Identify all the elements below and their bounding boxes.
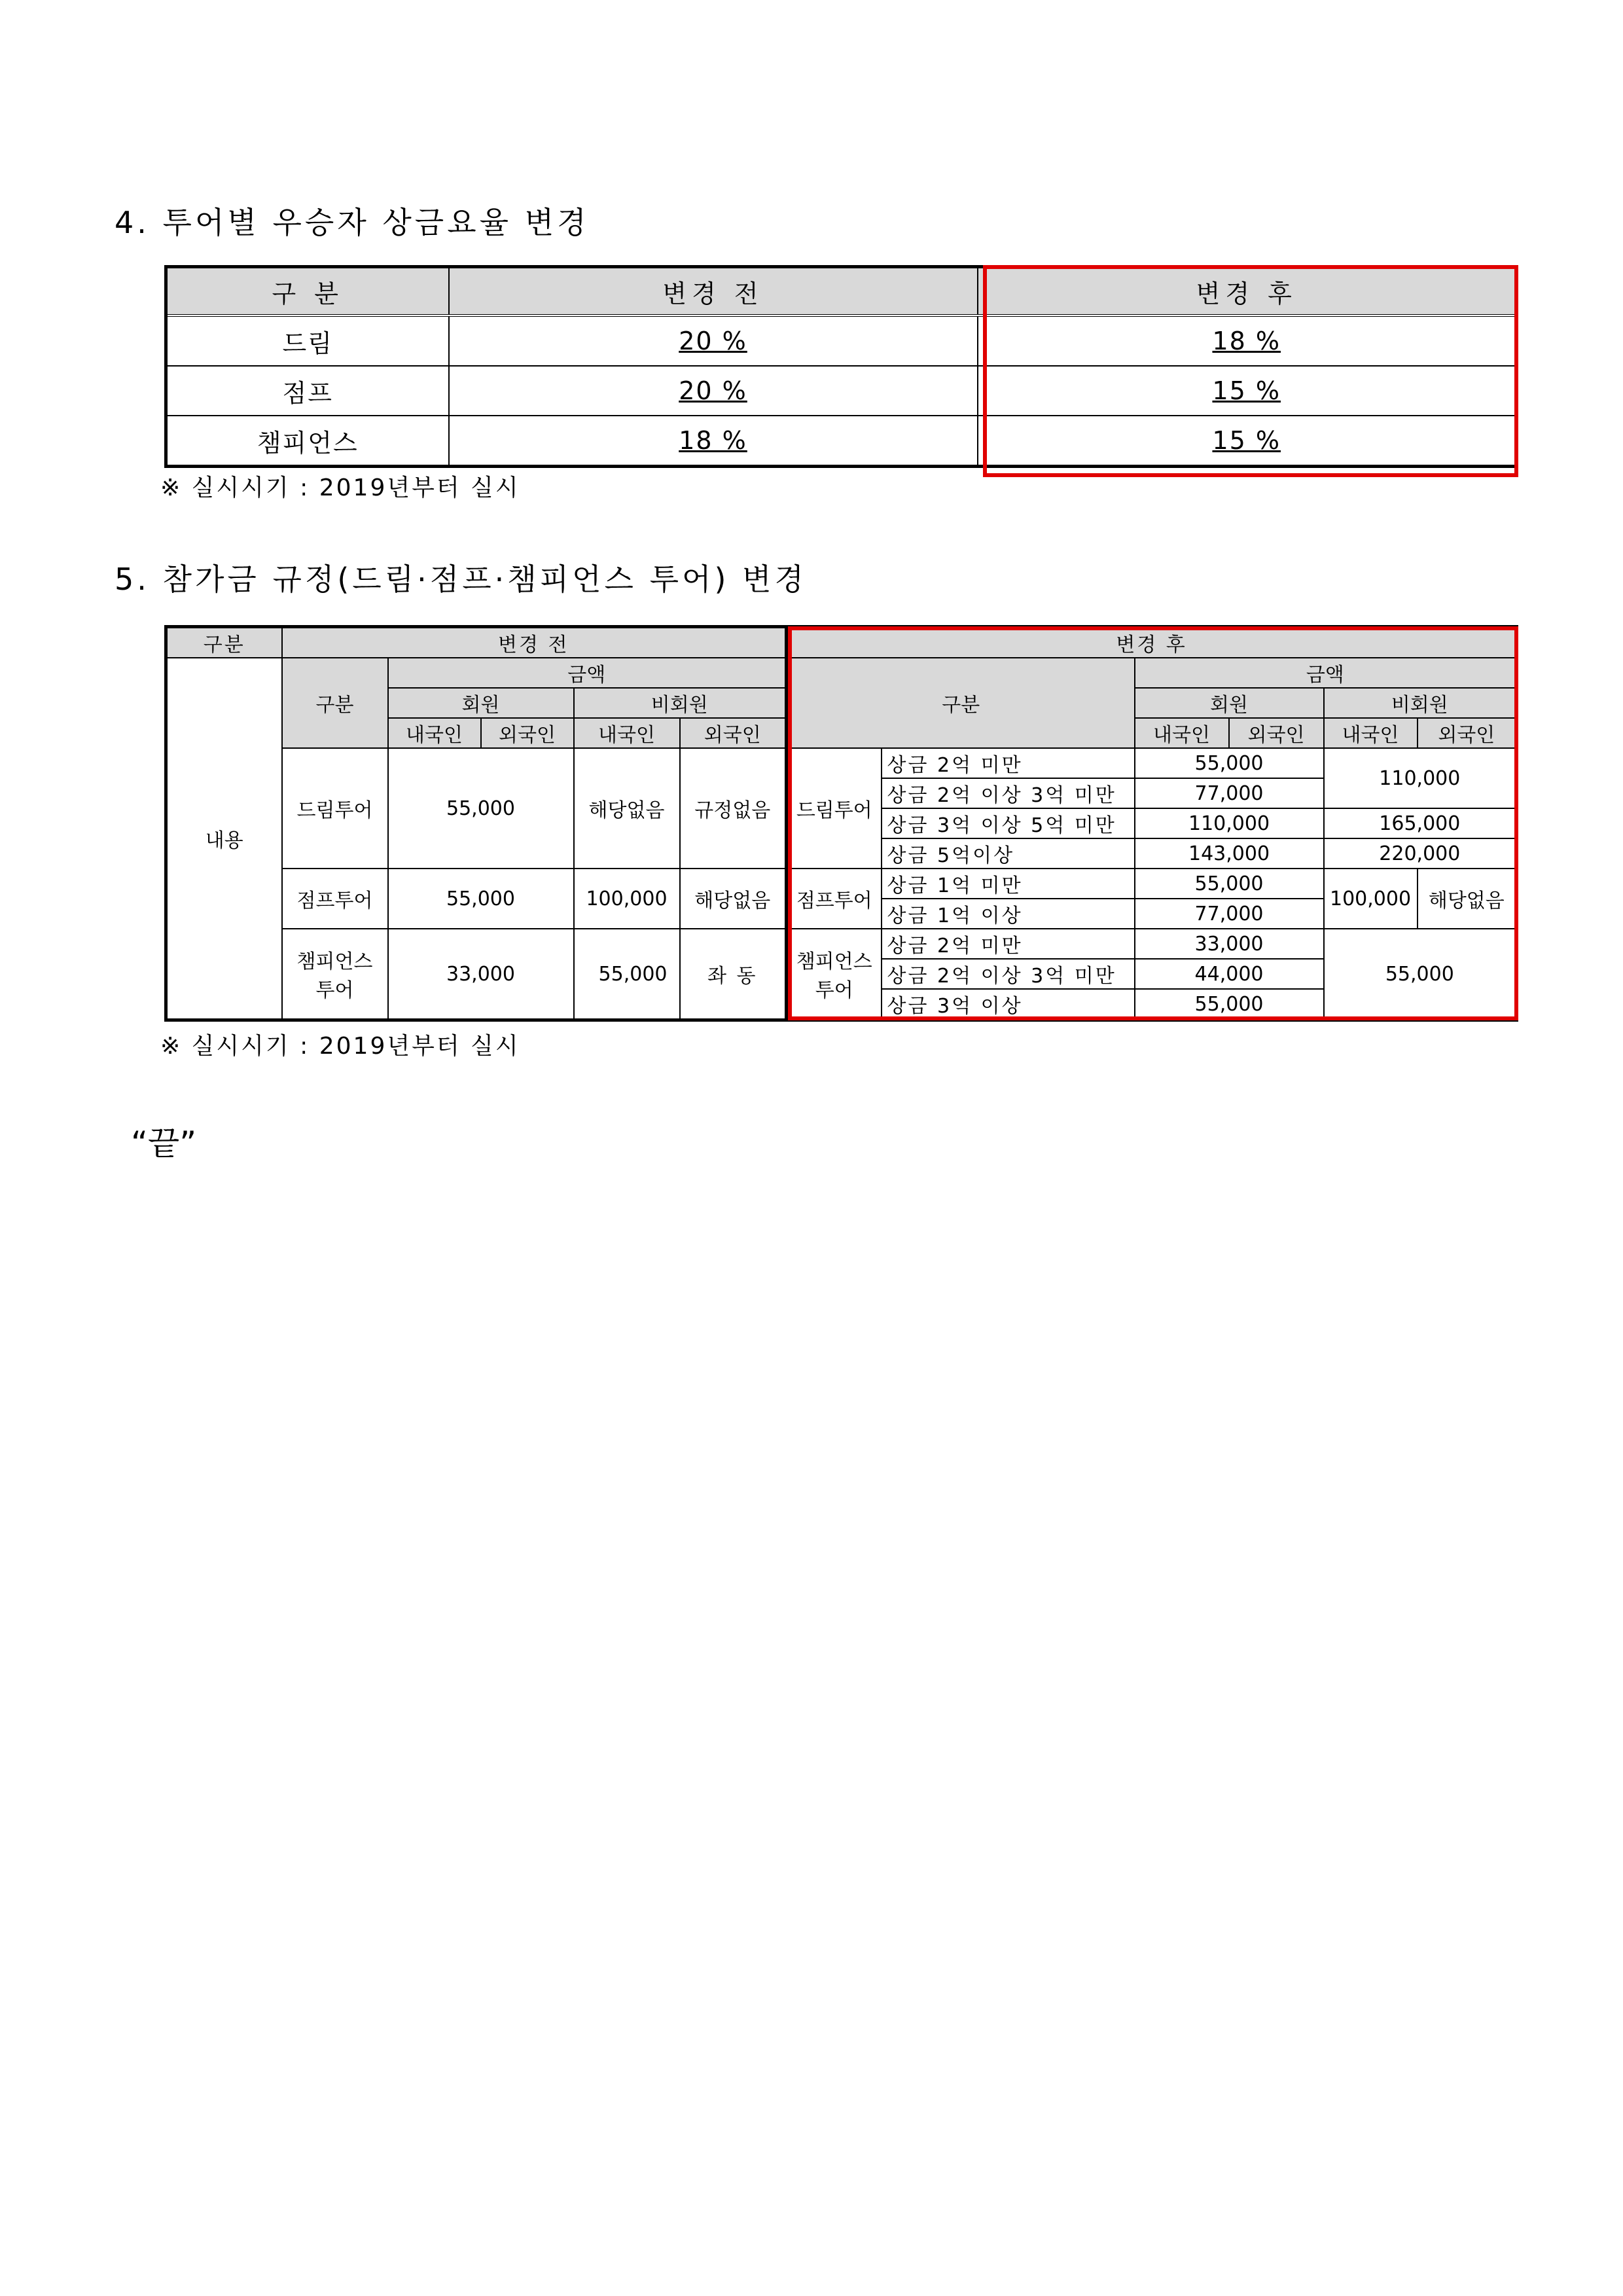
- after-dream-prize: 상금 2억 이상 3억 미만: [882, 778, 1135, 808]
- section5-note: ※ 실시시기 : 2019년부터 실시: [160, 1033, 520, 1060]
- tour-line2: 투어: [315, 979, 354, 1002]
- table-row: [166, 748, 1517, 778]
- rate-before: 20 %: [679, 327, 747, 355]
- rate-before: 18 %: [679, 426, 747, 455]
- before-tour-champions: [282, 929, 388, 1020]
- after-champions-member: 33,000: [1135, 929, 1324, 959]
- after-nonmember-foreign: 외국인: [1418, 718, 1517, 748]
- row-label-content: 내용: [166, 658, 282, 1020]
- after-champions-nonmember: 55,000: [1324, 929, 1517, 1020]
- before-jump-member: 55,000: [388, 869, 574, 929]
- tour-line1: 챔피언스: [796, 950, 872, 973]
- section4-heading: 4. 투어별 우승자 상금요율 변경: [115, 205, 590, 240]
- after-jump-non-domestic: 100,000: [1324, 869, 1418, 929]
- after-champions-prize: 상금 3억 이상: [882, 989, 1135, 1020]
- before-gubun: 구분: [282, 658, 388, 748]
- before-amount: 금액: [388, 658, 787, 688]
- after-tour-champions: [787, 929, 882, 1020]
- after-nonmember-domestic: 내국인: [1324, 718, 1418, 748]
- after-tour-jump: 점프투어: [787, 869, 882, 929]
- table-header-row: [166, 267, 1517, 316]
- before-member-domestic: 내국인: [388, 718, 481, 748]
- before-jump-non-foreign: 해당없음: [680, 869, 787, 929]
- row-category: 점프: [166, 366, 449, 416]
- before-dream-non-foreign: 규정없음: [680, 748, 787, 869]
- rate-after: 15 %: [1212, 426, 1281, 455]
- after-dream-prize: 상금 2억 미만: [882, 748, 1135, 778]
- before-member: 회원: [388, 688, 574, 718]
- header-after: 변경 후: [787, 627, 1517, 658]
- before-jump-non-domestic: 100,000: [574, 869, 680, 929]
- header-before: 변경 전: [282, 627, 787, 658]
- after-champions-member: 44,000: [1135, 959, 1324, 989]
- rate-after: 18 %: [1212, 327, 1281, 355]
- before-nonmember-domestic: 내국인: [574, 718, 680, 748]
- after-jump-member: 55,000: [1135, 869, 1324, 899]
- rate-before: 20 %: [679, 376, 747, 405]
- after-champions-prize: 상금 2억 이상 3억 미만: [882, 959, 1135, 989]
- after-amount: 금액: [1135, 658, 1517, 688]
- after-dream-nonmember: 165,000: [1324, 808, 1517, 838]
- after-dream-member: 143,000: [1135, 838, 1324, 869]
- section4-note: ※ 실시시기 : 2019년부터 실시: [160, 475, 520, 501]
- after-gubun: 구분: [787, 658, 1135, 748]
- before-champions-member: 33,000: [388, 929, 574, 1020]
- after-dream-member: 55,000: [1135, 748, 1324, 778]
- after-jump-member: 77,000: [1135, 899, 1324, 929]
- table-row: [166, 416, 1517, 467]
- prize-rate-table: [164, 265, 1518, 468]
- header-after: 변경 후: [978, 267, 1517, 316]
- table-row: [166, 315, 1517, 366]
- after-jump-non-foreign: 해당없음: [1418, 869, 1517, 929]
- before-nonmember: 비회원: [574, 688, 787, 718]
- section5-heading: 5. 참가금 규정(드림·점프·챔피언스 투어) 변경: [115, 562, 807, 597]
- after-tour-dream: 드림투어: [787, 748, 882, 869]
- after-jump-prize: 상금 1억 미만: [882, 869, 1135, 899]
- tour-line2: 투어: [815, 979, 853, 1002]
- after-dream-nonmember: 110,000: [1324, 748, 1517, 808]
- table-row: [166, 929, 1517, 959]
- after-dream-prize: 상금 3억 이상 5억 미만: [882, 808, 1135, 838]
- after-member-foreign: 외국인: [1229, 718, 1324, 748]
- rate-after: 15 %: [1212, 376, 1281, 405]
- before-dream-member: 55,000: [388, 748, 574, 869]
- before-tour-jump: 점프투어: [282, 869, 388, 929]
- before-dream-non-domestic: 해당없음: [574, 748, 680, 869]
- row-category: 드림: [166, 315, 449, 366]
- after-jump-prize: 상금 1억 이상: [882, 899, 1135, 929]
- header-category: 구 분: [166, 267, 449, 316]
- before-member-foreign: 외국인: [481, 718, 574, 748]
- end-mark: “끝”: [131, 1124, 197, 1162]
- after-dream-prize: 상금 5억이상: [882, 838, 1135, 869]
- before-tour-dream: 드림투어: [282, 748, 388, 869]
- before-champions-non-domestic: 55,000: [574, 929, 680, 1020]
- before-nonmember-foreign: 외국인: [680, 718, 787, 748]
- after-dream-member: 77,000: [1135, 778, 1324, 808]
- entry-fee-table: [164, 625, 1518, 1022]
- table-row: [166, 869, 1517, 899]
- after-dream-nonmember: 220,000: [1324, 838, 1517, 869]
- after-member-domestic: 내국인: [1135, 718, 1229, 748]
- row-category: 챔피언스: [166, 416, 449, 467]
- after-member: 회원: [1135, 688, 1324, 718]
- after-champions-member: 55,000: [1135, 989, 1324, 1020]
- table-row: [166, 366, 1517, 416]
- header-gubun: 구분: [166, 627, 282, 658]
- after-champions-prize: 상금 2억 미만: [882, 929, 1135, 959]
- before-champions-non-foreign: 좌 동: [680, 929, 787, 1020]
- after-nonmember: 비회원: [1324, 688, 1517, 718]
- tour-line1: 챔피언스: [296, 950, 373, 973]
- after-dream-member: 110,000: [1135, 808, 1324, 838]
- header-before: 변경 전: [449, 267, 978, 316]
